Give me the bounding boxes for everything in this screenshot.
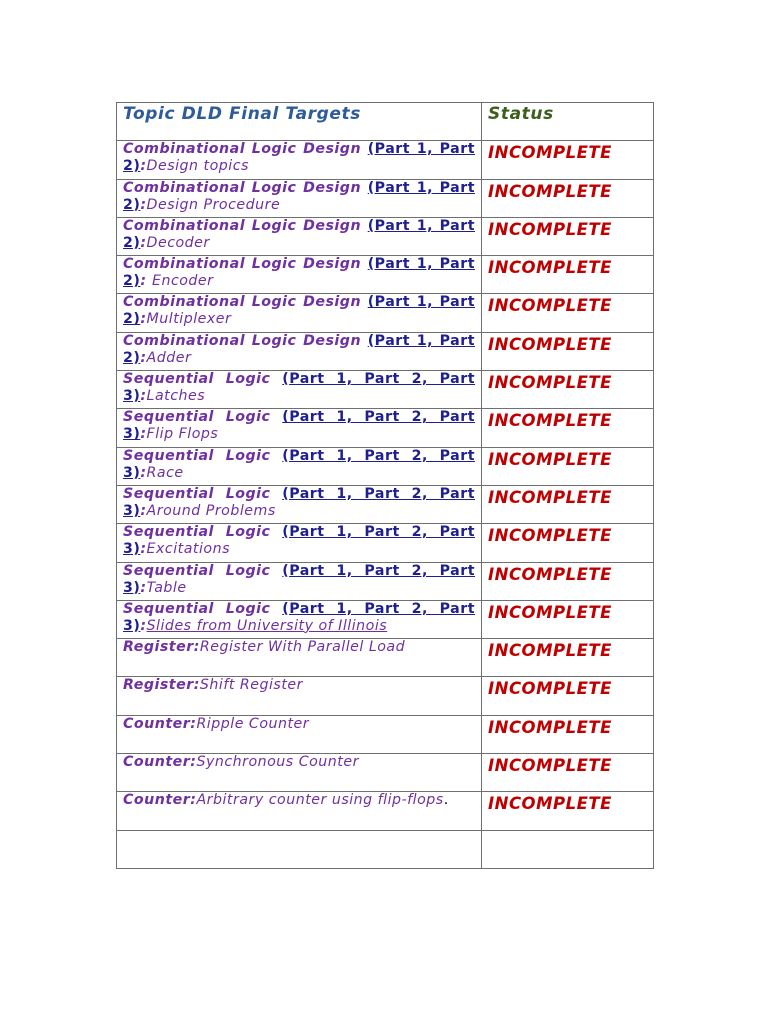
topic-cell xyxy=(117,294,482,332)
subtopic-text: Design Procedure xyxy=(146,196,281,213)
subtopic-text: Decoder xyxy=(146,234,210,251)
topic-cell xyxy=(117,639,482,677)
header-topic-cell: Topic DLD Final Targets xyxy=(117,103,482,141)
subtopic-text: Race xyxy=(146,464,184,481)
table-row xyxy=(117,179,654,217)
topic-heading: : xyxy=(140,311,147,328)
topic-cell xyxy=(117,256,482,294)
topic-cell xyxy=(117,371,482,409)
status-cell: INCOMPLETE xyxy=(482,715,654,753)
topic-text xyxy=(123,677,475,694)
topic-heading: : xyxy=(140,426,147,443)
table-row xyxy=(117,332,654,370)
subtopic-text: Shift Register xyxy=(199,677,303,694)
topic-heading: Sequential Logic xyxy=(123,524,283,541)
subtopic-text: Encoder xyxy=(151,273,214,290)
status-cell: INCOMPLETE xyxy=(482,409,654,447)
period-text: . xyxy=(443,792,449,809)
parts-link[interactable]: (Part 1, Part 2) xyxy=(123,217,475,251)
table-row xyxy=(117,754,654,792)
parts-link[interactable]: (Part 1, Part 2, Part 3) xyxy=(123,485,476,519)
topic-cell xyxy=(117,562,482,600)
parts-link[interactable]: (Part 1, Part 2) xyxy=(123,294,475,328)
parts-link[interactable]: (Part 1, Part 2) xyxy=(123,141,475,175)
topic-heading: Counter: xyxy=(123,715,197,732)
status-cell: INCOMPLETE xyxy=(482,294,654,332)
parts-link[interactable]: (Part 1, Part 2) xyxy=(123,256,475,290)
topic-heading: : xyxy=(140,579,147,596)
topic-cell xyxy=(117,754,482,792)
subtopic-text: Register With Parallel Load xyxy=(199,639,406,656)
topic-heading: : xyxy=(140,464,147,481)
topic-heading: Counter: xyxy=(123,792,197,809)
table-row xyxy=(117,715,654,753)
topic-heading: Register: xyxy=(123,639,200,656)
topic-cell xyxy=(117,715,482,753)
subtopic-text: Ripple Counter xyxy=(196,715,310,732)
topic-heading: : xyxy=(140,158,147,175)
topic-text xyxy=(123,333,475,367)
status-cell: INCOMPLETE xyxy=(482,447,654,485)
status-cell: INCOMPLETE xyxy=(482,524,654,562)
topic-heading: Combinational Logic Design xyxy=(123,294,368,311)
table-row xyxy=(117,217,654,255)
table-row xyxy=(117,830,654,868)
parts-link[interactable]: (Part 1, Part 2, Part 3) xyxy=(123,562,476,596)
topic-heading: Combinational Logic Design xyxy=(123,141,368,158)
subtopic-text: Design topics xyxy=(146,158,249,175)
topic-heading: Register: xyxy=(123,677,200,694)
header-row xyxy=(117,103,654,141)
table-row xyxy=(117,677,654,715)
topic-text xyxy=(123,639,475,656)
slides-link[interactable]: Slides from University of Illinois xyxy=(146,617,388,634)
status-cell: INCOMPLETE xyxy=(482,256,654,294)
topic-heading: : xyxy=(140,541,147,558)
topic-cell xyxy=(117,141,482,179)
topic-text xyxy=(123,141,475,175)
topic-heading: : xyxy=(140,349,147,366)
subtopic-text: Latches xyxy=(146,388,206,405)
topic-cell xyxy=(117,792,482,830)
topic-heading: Combinational Logic Design xyxy=(123,217,368,234)
topic-cell xyxy=(117,447,482,485)
topic-heading: : xyxy=(140,502,147,519)
status-cell: INCOMPLETE xyxy=(482,754,654,792)
table-row xyxy=(117,141,654,179)
table-row xyxy=(117,524,654,562)
parts-link[interactable]: (Part 1, Part 2, Part 3) xyxy=(123,524,476,558)
topic-text xyxy=(123,563,475,597)
topic-text xyxy=(123,448,475,482)
table-row xyxy=(117,371,654,409)
topic-text xyxy=(123,218,475,252)
topic-cell xyxy=(117,830,482,868)
topic-heading: Sequential Logic xyxy=(123,600,283,617)
status-cell: INCOMPLETE xyxy=(482,371,654,409)
topic-text xyxy=(123,754,475,771)
status-cell: INCOMPLETE xyxy=(482,677,654,715)
topic-cell xyxy=(117,409,482,447)
targets-table-body xyxy=(117,103,654,869)
topic-cell xyxy=(117,485,482,523)
topic-heading: Combinational Logic Design xyxy=(123,332,368,349)
topic-cell xyxy=(117,677,482,715)
header-status-cell: Status xyxy=(482,103,654,141)
status-cell: INCOMPLETE xyxy=(482,179,654,217)
topic-heading: : xyxy=(140,196,147,213)
topic-text xyxy=(123,256,475,290)
topic-cell xyxy=(117,600,482,638)
topic-text xyxy=(123,180,475,214)
status-cell xyxy=(482,830,654,868)
topic-heading: : xyxy=(140,617,147,634)
table-row xyxy=(117,562,654,600)
status-cell: INCOMPLETE xyxy=(482,639,654,677)
status-cell: INCOMPLETE xyxy=(482,332,654,370)
subtopic-text: Arbitrary counter using flip-flops xyxy=(196,792,444,809)
status-cell: INCOMPLETE xyxy=(482,485,654,523)
topic-heading: Sequential Logic xyxy=(123,371,283,388)
topic-heading: Combinational Logic Design xyxy=(123,179,368,196)
topic-text xyxy=(123,294,475,328)
table-row xyxy=(117,639,654,677)
topic-text xyxy=(123,601,475,635)
topic-heading: Combinational Logic Design xyxy=(123,256,368,273)
status-cell: INCOMPLETE xyxy=(482,792,654,830)
subtopic-text: Table xyxy=(146,579,187,596)
topic-text xyxy=(123,371,475,405)
parts-link[interactable]: (Part 1, Part 2) xyxy=(123,179,475,213)
table-row xyxy=(117,792,654,830)
table-row xyxy=(117,600,654,638)
topic-heading: Counter: xyxy=(123,754,197,771)
topic-heading: Sequential Logic xyxy=(123,447,283,464)
status-cell: INCOMPLETE xyxy=(482,600,654,638)
topic-cell xyxy=(117,217,482,255)
parts-link[interactable]: (Part 1, Part 2, Part 3) xyxy=(123,371,476,405)
topic-text xyxy=(123,486,475,520)
targets-table xyxy=(116,102,654,869)
topic-heading: : xyxy=(140,273,152,290)
topic-cell xyxy=(117,332,482,370)
subtopic-text: Flip Flops xyxy=(146,426,219,443)
topic-text xyxy=(123,409,475,443)
parts-link[interactable]: (Part 1, Part 2, Part 3) xyxy=(123,447,476,481)
topic-cell xyxy=(117,524,482,562)
parts-link[interactable]: (Part 1, Part 2, Part 3) xyxy=(123,409,476,443)
subtopic-text: Around Problems xyxy=(146,502,276,519)
topic-cell xyxy=(117,179,482,217)
parts-link[interactable]: (Part 1, Part 2, Part 3) xyxy=(123,600,476,634)
topic-heading: Sequential Logic xyxy=(123,562,283,579)
topic-heading: : xyxy=(140,234,147,251)
table-row xyxy=(117,256,654,294)
topic-text xyxy=(123,716,475,733)
table-row xyxy=(117,485,654,523)
parts-link[interactable]: (Part 1, Part 2) xyxy=(123,332,475,366)
status-cell: INCOMPLETE xyxy=(482,217,654,255)
table-row xyxy=(117,447,654,485)
status-cell: INCOMPLETE xyxy=(482,141,654,179)
topic-text xyxy=(123,792,475,809)
table-row xyxy=(117,294,654,332)
topic-heading: Sequential Logic xyxy=(123,485,283,502)
subtopic-text: Adder xyxy=(146,349,192,366)
subtopic-text: Synchronous Counter xyxy=(196,754,359,771)
topic-heading: Sequential Logic xyxy=(123,409,283,426)
subtopic-text: Excitations xyxy=(146,541,230,558)
subtopic-text: Multiplexer xyxy=(146,311,232,328)
table-row xyxy=(117,409,654,447)
topic-heading: : xyxy=(140,388,147,405)
topic-text xyxy=(123,524,475,558)
status-cell: INCOMPLETE xyxy=(482,562,654,600)
